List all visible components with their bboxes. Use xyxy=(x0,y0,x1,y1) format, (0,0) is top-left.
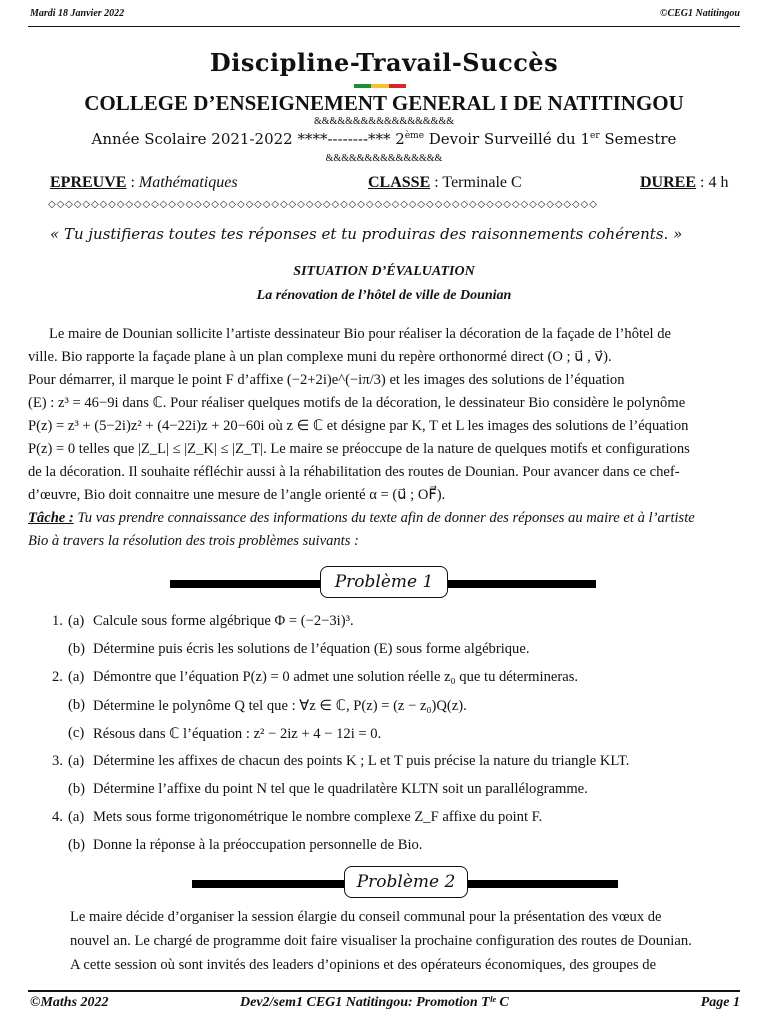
question-number: 1. xyxy=(52,613,63,629)
annee-sup1: ème xyxy=(404,131,425,141)
text-line: (E) : z³ = 46−9i dans ℂ. Pour réaliser quelques motifs de la décoration, le dessinateur Bio considère le polynôme xyxy=(28,395,686,411)
question-sub: (a) xyxy=(68,669,85,685)
school-year-line xyxy=(0,130,768,148)
task-line xyxy=(28,507,740,530)
bottom-rule xyxy=(28,990,740,992)
task-label: Tâche : xyxy=(28,510,74,526)
footer-page-number: Page 1 xyxy=(700,995,740,1010)
question-text: Résous dans ℂ l’équation : z² − 2iz + 4 − 12i = 0. xyxy=(93,726,382,742)
epreuve-field: EPREUVE : Mathématiques xyxy=(50,174,238,191)
annee-sup2: er xyxy=(590,131,600,141)
problem-2-header xyxy=(192,874,618,894)
flag-yellow xyxy=(371,84,388,88)
question-number: 2. xyxy=(52,669,63,685)
problem-bar-left xyxy=(192,880,344,888)
problem-bar-left xyxy=(170,580,320,588)
header-date: Mardi 18 Janvier 2022 xyxy=(30,8,125,19)
flag-red xyxy=(389,84,406,88)
diamond-divider: ◇◇◇◇◇◇◇◇◇◇◇◇◇◇◇◇◇◇◇◇◇◇◇◇◇◇◇◇◇◇◇◇◇◇◇◇◇◇◇◇◇◇◇◇◇◇◇◇◇◇◇◇◇◇◇◇◇◇◇◇◇◇◇◇ xyxy=(48,199,598,210)
question-sub: (b) xyxy=(68,641,86,657)
duree-label: DUREE xyxy=(640,174,697,191)
question-text: Détermine les affixes de chacun des points K ; L et T puis précise la nature du triangle KLT. xyxy=(93,753,630,769)
text-line: P(z) = z³ + (5−2i)z² + (4−22i)z + 20−60i où z ∈ ℂ et désigne par K, T et L les images des solutions de l’équation xyxy=(28,418,689,434)
annee-prefix: Année Scolaire 2021-2022 ****--------*** 2 xyxy=(91,130,405,148)
problem-bar-right xyxy=(466,880,618,888)
footer-center: Dev2/sem1 CEG1 Natitingou: Promotion Tˡᵉ C xyxy=(240,995,509,1010)
ampersand-line: &&&&&&&&&&&&&&&&&& xyxy=(313,116,454,127)
situation-subtitle: La rénovation de l’hôtel de ville de Dounian xyxy=(256,288,512,303)
question-sub: (b) xyxy=(68,837,86,853)
problem-1-header xyxy=(170,574,596,594)
question-sub: (a) xyxy=(68,753,85,769)
question-sub: (c) xyxy=(68,725,85,741)
duree-value: 4 h xyxy=(708,174,729,191)
text-line: P(z) = 0 telles que |Z_L| ≤ |Z_K| ≤ |Z_T|. Le maire se préoccupe de la nature de quelques motifs et configurations xyxy=(28,441,690,457)
question-text: Donne la réponse à la préoccupation personnelle de Bio. xyxy=(93,837,423,853)
problem-bar-right xyxy=(446,580,596,588)
epreuve-value: Mathématiques xyxy=(138,174,238,191)
flag-stripe xyxy=(354,84,406,88)
classe-field: CLASSE : Terminale C xyxy=(368,174,522,191)
question-text: Calcule sous forme algébrique Φ = (−2−3i)³. xyxy=(93,613,354,629)
ampersand-line-2: &&&&&&&&&&&&&&& xyxy=(325,153,443,164)
question-sub: (a) xyxy=(68,809,85,825)
top-header xyxy=(30,8,740,19)
footer-left: ©Maths 2022 xyxy=(30,995,109,1010)
header-copyright: ©CEG1 Natitingou xyxy=(660,8,740,19)
college-name: COLLEGE D’ENSEIGNEMENT GENERAL I DE NATITINGOU xyxy=(84,91,684,115)
motto: Discipline-Travail-Succès xyxy=(209,48,559,77)
question-sub: (a) xyxy=(68,613,85,629)
problem-2-label: Problème 2 xyxy=(344,866,468,898)
classe-label: CLASSE xyxy=(368,174,431,191)
instruction-quote: « Tu justifieras toutes tes réponses et tu produiras des raisonnements cohérents. » xyxy=(50,225,683,243)
question-number: 4. xyxy=(52,809,63,825)
question-sub: (b) xyxy=(68,697,86,713)
annee-suffix: Semestre xyxy=(599,130,677,148)
flag-green xyxy=(354,84,371,88)
classe-value: Terminale C xyxy=(442,174,522,191)
question-sub: (b) xyxy=(68,781,86,797)
text-line: de la décoration. Il souhaite réfléchir aussi à la réhabilitation des routes de Dounian. Pour avancer dans ce chef- xyxy=(28,464,680,480)
text-line: Le maire décide d’organiser la session élargie du conseil communal pour la présentation des vœux de xyxy=(70,909,662,925)
question-text: Mets sous forme trigonométrique le nombre complexe Z_F affixe du point F. xyxy=(93,809,543,825)
question-text: Démontre que l’équation P(z) = 0 admet une solution réelle z₀ que tu détermineras. xyxy=(93,669,579,685)
question-text: Détermine l’affixe du point N tel que le quadrilatère KLTN soit un parallélogramme. xyxy=(93,781,588,797)
problem-2-text xyxy=(70,905,740,977)
text-line: A cette session où sont invités des leaders d’opinions et des opérateurs économiques, des groupes de xyxy=(70,957,657,973)
duree-field: DUREE : 4 h xyxy=(640,174,729,191)
situation-text xyxy=(28,323,740,553)
text-line: d’œuvre, Bio doit connaitre une mesure de l’angle orienté α = (u⃗ ; OF⃗). xyxy=(28,487,446,503)
problem-1-label: Problème 1 xyxy=(320,566,448,598)
text-line: nouvel an. Le chargé de programme doit faire visualiser la prochaine configuration des routes de Dounian. xyxy=(70,933,692,949)
task-text: Tu vas prendre connaissance des informations du texte afin de donner des réponses au maire et à l’artiste xyxy=(73,510,695,526)
situation-title: SITUATION D’ÉVALUATION xyxy=(293,264,475,279)
text-line: Pour démarrer, il marque le point F d’affixe (−2+2i)e^(−iπ/3) et les images des solutions de l’équation xyxy=(28,372,625,388)
question-text: Détermine puis écris les solutions de l’équation (E) sous forme algébrique. xyxy=(93,641,530,657)
question-number: 3. xyxy=(52,753,63,769)
annee-mid: Devoir Surveillé du 1 xyxy=(424,130,590,148)
text-line: Le maire de Dounian sollicite l’artiste dessinateur Bio pour réaliser la décoration de la façade de l’hôtel de xyxy=(49,326,672,342)
epreuve-label: EPREUVE xyxy=(50,174,127,191)
text-line: ville. Bio rapporte la façade plane à un plan complexe muni du repère orthonormé direct (O ; u⃗ , v⃗). xyxy=(28,349,612,365)
task-line-2: Bio à travers la résolution des trois problèmes suivants : xyxy=(28,533,359,549)
top-rule xyxy=(28,26,740,27)
question-text: Détermine le polynôme Q tel que : ∀z ∈ ℂ, P(z) = (z − z₀)Q(z). xyxy=(93,698,467,714)
